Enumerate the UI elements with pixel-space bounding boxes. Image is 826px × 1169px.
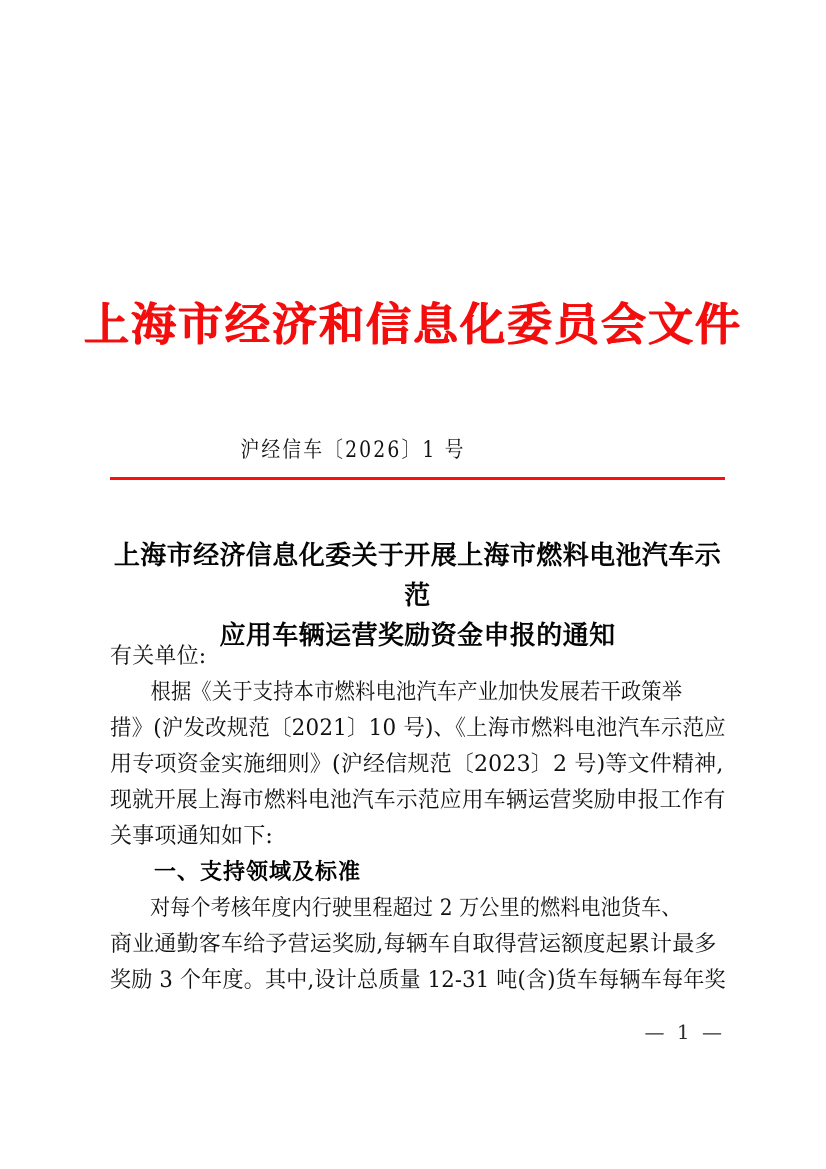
body-paragraph-1-line-5: 关事项通知如下: <box>110 824 274 849</box>
body-paragraph-1-line-1: 根据《关于支持本市燃料电池汽车产业加快发展若干政策举 <box>150 680 683 705</box>
body-paragraph-1-line-2: 措》(沪发改规范〔2021〕10 号)、《上海市燃料电池汽车示范应 <box>110 716 726 741</box>
red-separator-rule <box>110 477 725 480</box>
section-heading-1: 一、支持领域及标准 <box>154 860 362 885</box>
letterhead <box>0 296 826 354</box>
page-title <box>110 536 725 656</box>
body-paragraph-2-line-1: 对每个考核年度内行驶里程超过 2 万公里的燃料电池货车、 <box>150 896 682 921</box>
document-body <box>110 639 726 999</box>
page-number: — 1 — <box>644 1020 725 1044</box>
body-paragraph-2-line-3: 奖励 3 个年度。其中,设计总质量 12-31 吨(含)货车每辆车每年奖 <box>110 968 726 993</box>
page-title-line-2: 应用车辆运营奖励资金申报的通知 <box>219 621 616 651</box>
letterhead-title: 上海市经济和信息化委员会文件 <box>83 298 742 351</box>
document-serial-number: 沪经信车〔2026〕1 号 <box>240 438 466 463</box>
page-title-line-1: 上海市经济信息化委关于开展上海市燃料电池汽车示范 <box>113 541 722 611</box>
body-paragraph-1-line-4: 现就开展上海市燃料电池汽车示范应用车辆运营奖励申报工作有 <box>110 788 726 813</box>
body-paragraph-1-line-3: 用专项资金实施细则》(沪经信规范〔2023〕2 号)等文件精神, <box>110 752 724 777</box>
body-paragraph-2-line-2: 商业通勤客车给予营运奖励,每辆车自取得营运额度起累计最多 <box>110 932 717 957</box>
body-salutation: 有关单位: <box>110 644 207 669</box>
